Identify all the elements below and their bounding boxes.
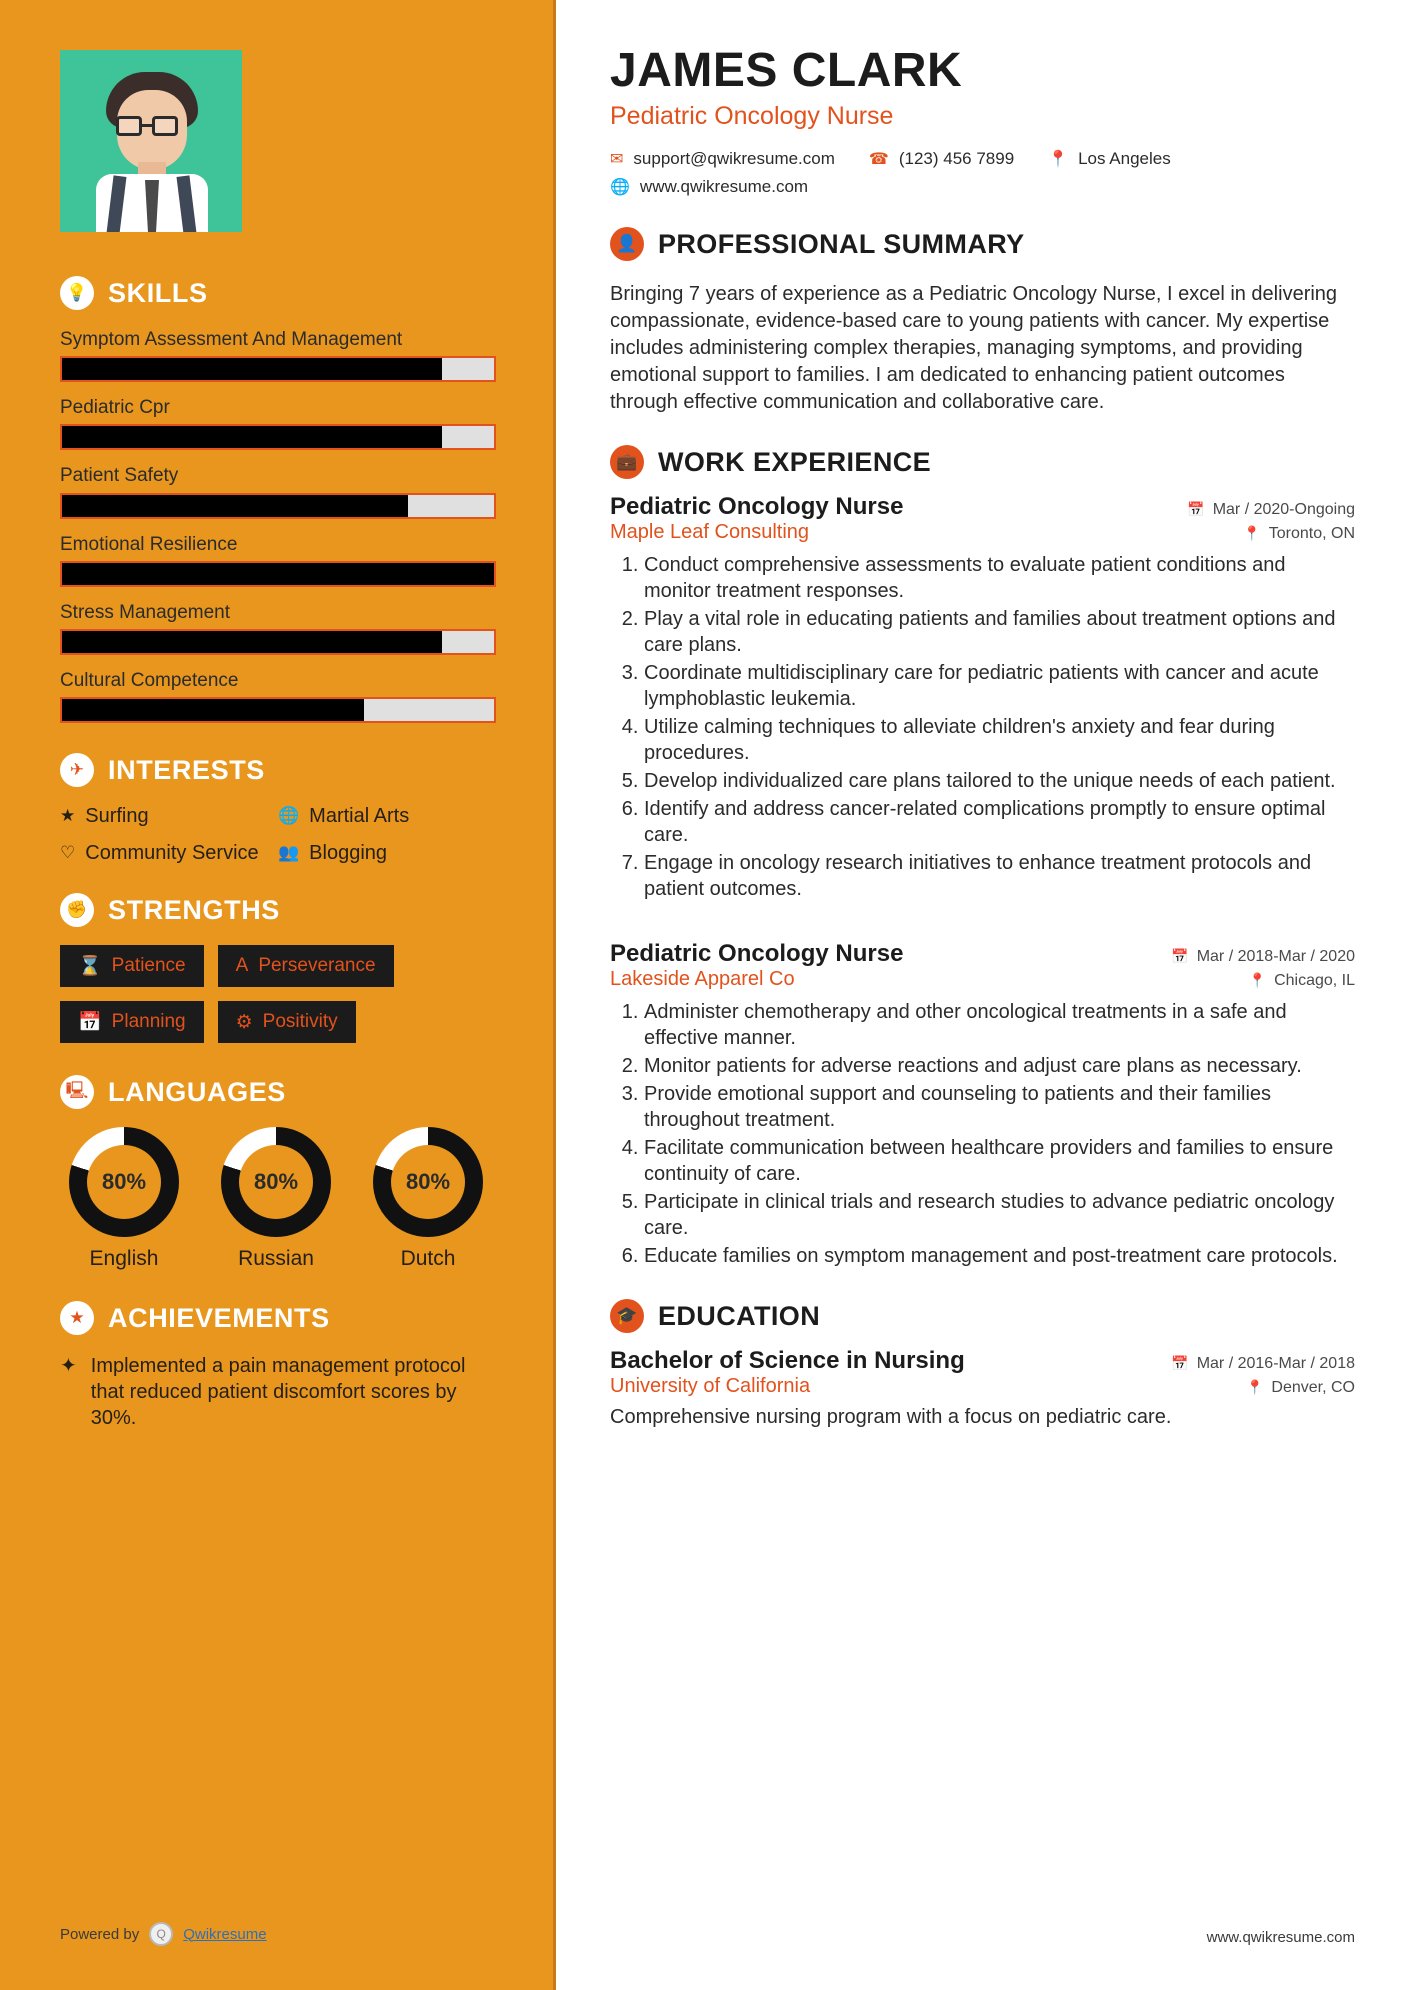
experience-item: Pediatric Oncology Nurse 📅 Mar / 2018-Mar / 2020 Lakeside Apparel Co 📍 Chicago, IL 1. Administer chemotherapy and other oncological treatments in a safe and effective manner. 2. Monitor patients for adverse reactions and adjust care plans as necessary. 3. Provide emotional support and counseling to patients and their families throughout treatment. 4. Facilitate communication between healthcare providers and families to ensure continuity of care. 5. Participate in clinical trials and research studies to advance pediatric oncology care. 6. Educate families on symptom management and post-treatment care protocols. bbox=[610, 940, 1355, 1269]
contact-email[interactable]: ✉ support@qwikresume.com bbox=[610, 149, 835, 169]
profile-photo bbox=[60, 50, 242, 232]
language-item: 80% Dutch bbox=[364, 1127, 492, 1271]
duty-item: 3. Provide emotional support and counseling to patients and their families throughout treatment. bbox=[644, 1081, 1355, 1133]
interest-item: ♡ Community Service bbox=[60, 842, 259, 865]
skill-item: Symptom Assessment And Management bbox=[60, 328, 496, 382]
users-icon: 👥 bbox=[278, 843, 300, 863]
briefcase-icon: 💼 bbox=[610, 445, 644, 479]
fist-icon: ✊ bbox=[60, 893, 94, 927]
skill-item: Emotional Resilience bbox=[60, 533, 496, 587]
globe-icon: 🌐 bbox=[278, 806, 300, 826]
education-description: Comprehensive nursing program with a focus on pediatric care. bbox=[610, 1406, 1172, 1429]
user-circle-icon: 👤 bbox=[610, 227, 644, 261]
location-pin-icon: 📍 bbox=[1245, 1379, 1264, 1396]
interest-item: 👥 Blogging bbox=[278, 842, 388, 865]
powered-by-label: Powered by bbox=[60, 1925, 140, 1943]
skill-bar bbox=[60, 356, 496, 382]
footer-website: www.qwikresume.com bbox=[1206, 1929, 1355, 1946]
languages-title: LANGUAGES bbox=[108, 1076, 286, 1107]
location-pin-icon: 📍 bbox=[1243, 525, 1261, 542]
calendar-icon: 📅 bbox=[1171, 1355, 1189, 1372]
contact-location: 📍 Los Angeles bbox=[1048, 149, 1171, 169]
interest-item: 🌐 Martial Arts bbox=[278, 805, 410, 828]
education-item: Bachelor of Science in Nursing 📅 Mar / 2016-Mar / 2018 University of California 📍 Denver, CO Comprehensive nursing program with a focus on pediatric care. bbox=[610, 1347, 1355, 1429]
contact-website[interactable]: 🌐 www.qwikresume.com bbox=[610, 177, 809, 197]
paper-plane-icon: ✈ bbox=[60, 753, 94, 787]
experience-location: 📍 Toronto, ON bbox=[1243, 524, 1355, 542]
strengths-title: STRENGTHS bbox=[108, 894, 280, 925]
duty-item: 3. Coordinate multidisciplinary care for pediatric patients with cancer and acute lymphoblastic leukemia. bbox=[644, 660, 1355, 712]
star-icon: ★ bbox=[60, 806, 76, 826]
experience-dates: 📅 Mar / 2020-Ongoing bbox=[1187, 500, 1355, 518]
duty-item: 6. Identify and address cancer-related complications promptly to ensure optimal care. bbox=[644, 796, 1355, 848]
interests-list bbox=[60, 805, 496, 879]
summary-title: PROFESSIONAL SUMMARY bbox=[658, 228, 1025, 259]
skill-item: Stress Management bbox=[60, 601, 496, 655]
hands-helping-icon: ♡ bbox=[60, 843, 76, 863]
achievements-section-header bbox=[60, 1301, 496, 1335]
skill-item: Cultural Competence bbox=[60, 669, 496, 723]
language-progress-ring: 80% bbox=[221, 1127, 331, 1237]
skill-bar bbox=[60, 493, 496, 519]
qwikresume-link[interactable]: Qwikresume bbox=[183, 1925, 267, 1943]
strength-item: ⌛ Patience bbox=[60, 945, 204, 987]
interests-title: INTERESTS bbox=[108, 754, 265, 785]
page-title: JAMES CLARK bbox=[610, 44, 963, 97]
duty-item: 2. Play a vital role in educating patients and families about treatment options and care plans. bbox=[644, 606, 1355, 658]
skill-item: Patient Safety bbox=[60, 464, 496, 518]
strength-item: ⚙ Positivity bbox=[218, 1001, 356, 1043]
skill-bar bbox=[60, 629, 496, 655]
sidebar bbox=[0, 0, 556, 1990]
strength-item: 📅 Planning bbox=[60, 1001, 204, 1043]
hourglass-icon: ⌛ bbox=[78, 956, 102, 978]
calendar-icon: 📅 bbox=[1171, 948, 1189, 965]
experience-location: 📍 Chicago, IL bbox=[1248, 971, 1355, 989]
duty-item: 7. Engage in oncology research initiatives to enhance treatment protocols and patient outcomes. bbox=[644, 850, 1355, 902]
location-pin-icon: 📍 bbox=[1248, 972, 1267, 989]
strengths-section-header bbox=[60, 893, 496, 927]
graduation-cap-icon: 🎓 bbox=[610, 1299, 644, 1333]
experience-dates: 📅 Mar / 2018-Mar / 2020 bbox=[1171, 947, 1355, 965]
languages-section-header bbox=[60, 1075, 496, 1109]
star-badge-icon: ★ bbox=[60, 1301, 94, 1335]
gear-icon: ⚙ bbox=[235, 1011, 253, 1033]
interests-section-header bbox=[60, 753, 496, 787]
language-progress-ring: 80% bbox=[373, 1127, 483, 1237]
contact-phone[interactable]: ☎ (123) 456 7899 bbox=[868, 149, 1015, 169]
education-location: 📍 Denver, CO bbox=[1245, 1378, 1355, 1396]
qwikresume-logo-icon: Q bbox=[149, 1922, 173, 1946]
calendar-icon: 📅 bbox=[1187, 501, 1205, 518]
duty-item: 4. Facilitate communication between healthcare providers and families to ensure continuity of care. bbox=[644, 1135, 1355, 1187]
skills-list bbox=[60, 328, 496, 723]
strength-item: A Perseverance bbox=[218, 945, 394, 987]
strengths-list bbox=[60, 945, 496, 1043]
skill-item: Pediatric Cpr bbox=[60, 396, 496, 450]
experience-item: Pediatric Oncology Nurse 📅 Mar / 2020-Ongoing Maple Leaf Consulting 📍 Toronto, ON 1. Conduct comprehensive assessments to evaluate patient conditions and monitor treatment responses. 2. Play a vital role in educating patients and families about treatment options and care plans. 3. Coordinate multidisciplinary care for pediatric patients with cancer and acute lymphoblastic leukemia. 4. Utilize calming techniques to alleviate children's anxiety and fear during procedures. 5. Develop individualized care plans tailored to the unique needs of each patient. 6. Identify and address cancer-related complications promptly to ensure optimal care. 7. Engage in oncology research initiatives to enhance treatment protocols and patient outcomes. bbox=[610, 493, 1355, 902]
languages-list bbox=[60, 1127, 496, 1271]
achievement-item: ✦ Implemented a pain management protocol that reduced patient discomfort scores by 30%. bbox=[60, 1355, 466, 1430]
duty-item: 4. Utilize calming techniques to alleviate children's anxiety and fear during procedures. bbox=[644, 714, 1355, 766]
education-section-header bbox=[610, 1299, 1355, 1333]
skills-section-header bbox=[60, 276, 496, 310]
language-progress-ring: 80% bbox=[69, 1127, 179, 1237]
main-content bbox=[556, 0, 1407, 1990]
job-role-subtitle: Pediatric Oncology Nurse bbox=[610, 102, 894, 131]
duty-item: 2. Monitor patients for adverse reactions and adjust care plans as necessary. bbox=[644, 1053, 1355, 1079]
globe-icon: 🌐 bbox=[610, 179, 630, 197]
calendar-icon: 📅 bbox=[78, 1012, 102, 1034]
achievements-title: ACHIEVEMENTS bbox=[108, 1302, 330, 1333]
id-card-icon: 🖳 bbox=[60, 1075, 94, 1109]
experience-title: WORK EXPERIENCE bbox=[658, 446, 932, 477]
envelope-icon: ✉ bbox=[610, 151, 624, 169]
duty-item: 5. Participate in clinical trials and research studies to advance pediatric oncology care. bbox=[644, 1189, 1355, 1241]
interest-item: ★ Surfing bbox=[60, 805, 149, 828]
duty-item: 5. Develop individualized care plans tailored to the unique needs of each patient. bbox=[644, 768, 1355, 794]
education-dates: 📅 Mar / 2016-Mar / 2018 bbox=[1171, 1354, 1355, 1372]
powered-by bbox=[60, 1922, 267, 1946]
skill-bar bbox=[60, 697, 496, 723]
trophy-star-icon: ✦ bbox=[60, 1355, 77, 1378]
duty-item: 1. Administer chemotherapy and other oncological treatments in a safe and effective manner. bbox=[644, 999, 1355, 1051]
skills-title: SKILLS bbox=[108, 277, 208, 308]
language-item: 80% English bbox=[60, 1127, 188, 1271]
experience-section-header bbox=[610, 445, 1355, 479]
skill-bar bbox=[60, 561, 496, 587]
language-item: 80% Russian bbox=[212, 1127, 340, 1271]
education-title: EDUCATION bbox=[658, 1300, 821, 1331]
summary-section-header bbox=[610, 227, 1355, 261]
duty-item: 1. Conduct comprehensive assessments to evaluate patient conditions and monitor treatment responses. bbox=[644, 552, 1355, 604]
skill-bar bbox=[60, 424, 496, 450]
contact-info bbox=[610, 149, 1355, 197]
phone-icon: ☎ bbox=[868, 151, 889, 169]
summary-text: Bringing 7 years of experience as a Pediatric Oncology Nurse, I excel in delivering compassionate, evidence-based care to young patients with cancer. My expertise includes administering complex therapies, managing symptoms, and providing emotional support to families. I am dedicated to enhancing patient outcomes through effective communication and collaborative care. bbox=[610, 283, 1338, 413]
letter-a-icon: A bbox=[235, 955, 249, 977]
lightbulb-icon: 💡 bbox=[60, 276, 94, 310]
location-pin-icon: 📍 bbox=[1048, 151, 1069, 169]
duty-item: 6. Educate families on symptom management and post-treatment care protocols. bbox=[644, 1243, 1355, 1269]
experience-duties bbox=[610, 552, 1355, 902]
experience-duties bbox=[610, 999, 1355, 1269]
